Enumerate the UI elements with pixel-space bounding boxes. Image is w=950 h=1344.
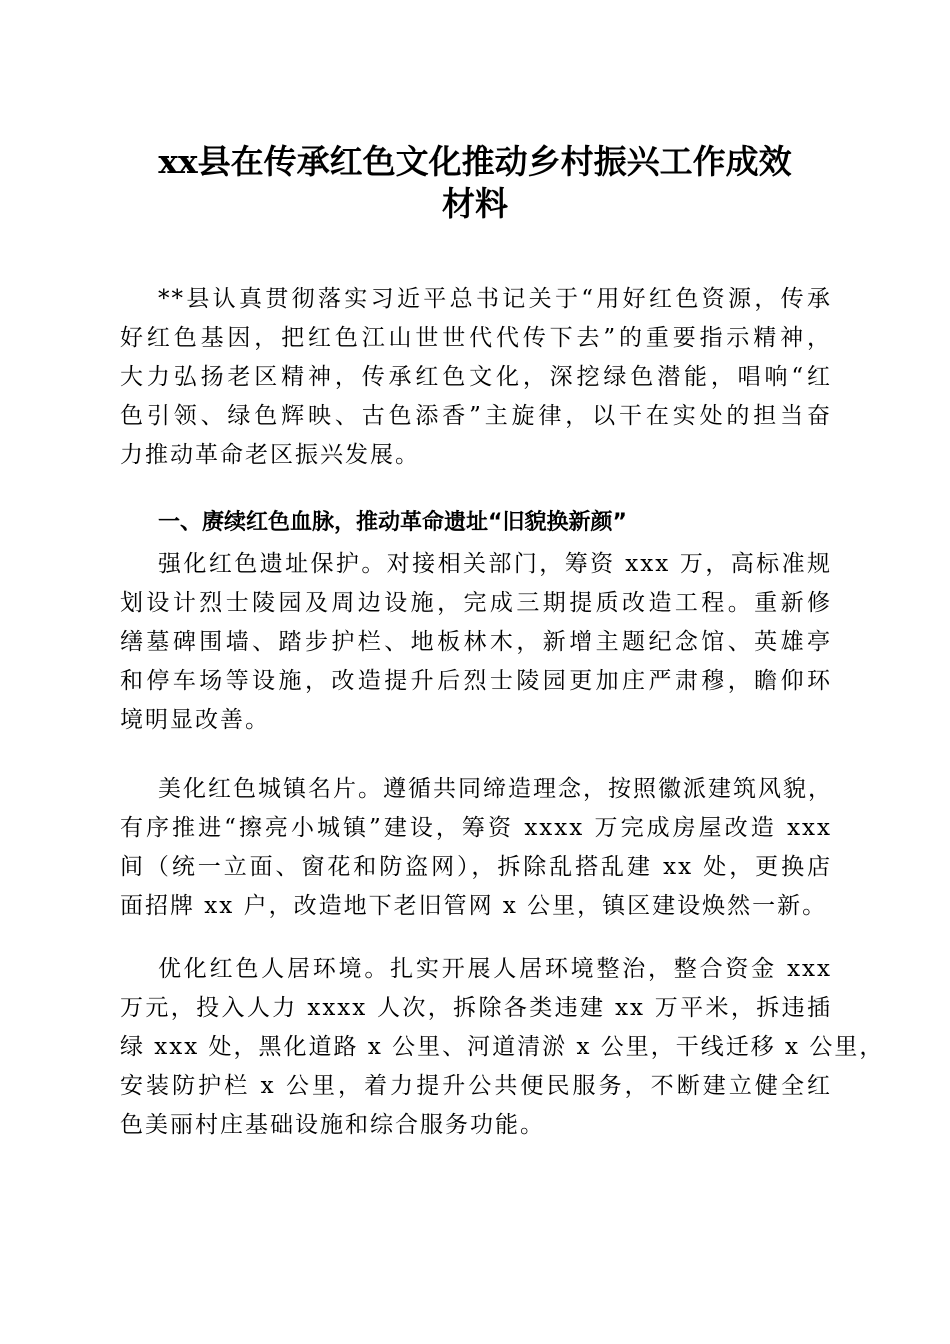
paragraph-line: 强化红色遗址保护。对接相关部门，筹资 xxx 万，高标准规: [158, 551, 832, 577]
paragraph-line: 优化红色人居环境。扎实开展人居环境整治，整合资金 xxx: [158, 956, 832, 982]
paragraph-red-town-beautify: [120, 770, 832, 926]
paragraph-line: 间（统一立面、窗花和防盗网），拆除乱搭乱建 xx 处，更换店: [120, 854, 832, 880]
paragraph-line: 境明显改善。: [120, 707, 270, 733]
paragraph-line: 面招牌 xx 户，改造地下老旧管网 x 公里，镇区建设焕然一新。: [120, 893, 828, 919]
document-title-line-2: 材料: [442, 184, 508, 223]
paragraph-line: 和停车场等设施，改造提升后烈士陵园更加庄严肃穆，瞻仰环: [120, 668, 832, 694]
document-title-line-1: xx县在传承红色文化推动乡村振兴工作成效: [158, 142, 792, 181]
intro-paragraph: [120, 280, 832, 475]
intro-line: 力推动革命老区振兴发展。: [120, 442, 420, 468]
intro-line: 好红色基因，把红色江山世世代代传下去”的重要指示精神，: [120, 325, 832, 351]
paragraph-line: 有序推进“擦亮小城镇”建设，筹资 xxxx 万完成房屋改造 xxx: [120, 815, 832, 841]
paragraph-red-site-protection: [120, 545, 832, 740]
intro-line: **县认真贯彻落实习近平总书记关于“用好红色资源，传承: [158, 286, 832, 312]
paragraph-line: 安装防护栏 x 公里，着力提升公共便民服务，不断建立健全红: [120, 1073, 832, 1099]
paragraph-line: 美化红色城镇名片。遵循共同缔造理念，按照徽派建筑风貌，: [158, 776, 833, 802]
intro-line: 大力弘扬老区精神，传承红色文化，深挖绿色潜能，唱响“红: [120, 364, 832, 390]
intro-line: 色引领、绿色辉映、古色添香”主旋律，以干在实处的担当奋: [120, 403, 832, 429]
paragraph-line: 缮墓碑围墙、踏步护栏、地板林木，新增主题纪念馆、英雄亭: [120, 629, 832, 655]
paragraph-line: 划设计烈士陵园及周边设施，完成三期提质改造工程。重新修: [120, 590, 832, 616]
paragraph-line: 万元，投入人力 xxxx 人次，拆除各类违建 xx 万平米，拆违插: [120, 995, 832, 1021]
section-1-heading: 一、赓续红色血脉，推动革命遗址“旧貌换新颜”: [158, 510, 627, 535]
paragraph-red-living-environment: [120, 950, 885, 1145]
paragraph-line: 色美丽村庄基础设施和综合服务功能。: [120, 1112, 545, 1138]
paragraph-line: 绿 xxx 处，黑化道路 x 公里、河道清淤 x 公里，干线迁移 x 公里，: [120, 1034, 885, 1060]
